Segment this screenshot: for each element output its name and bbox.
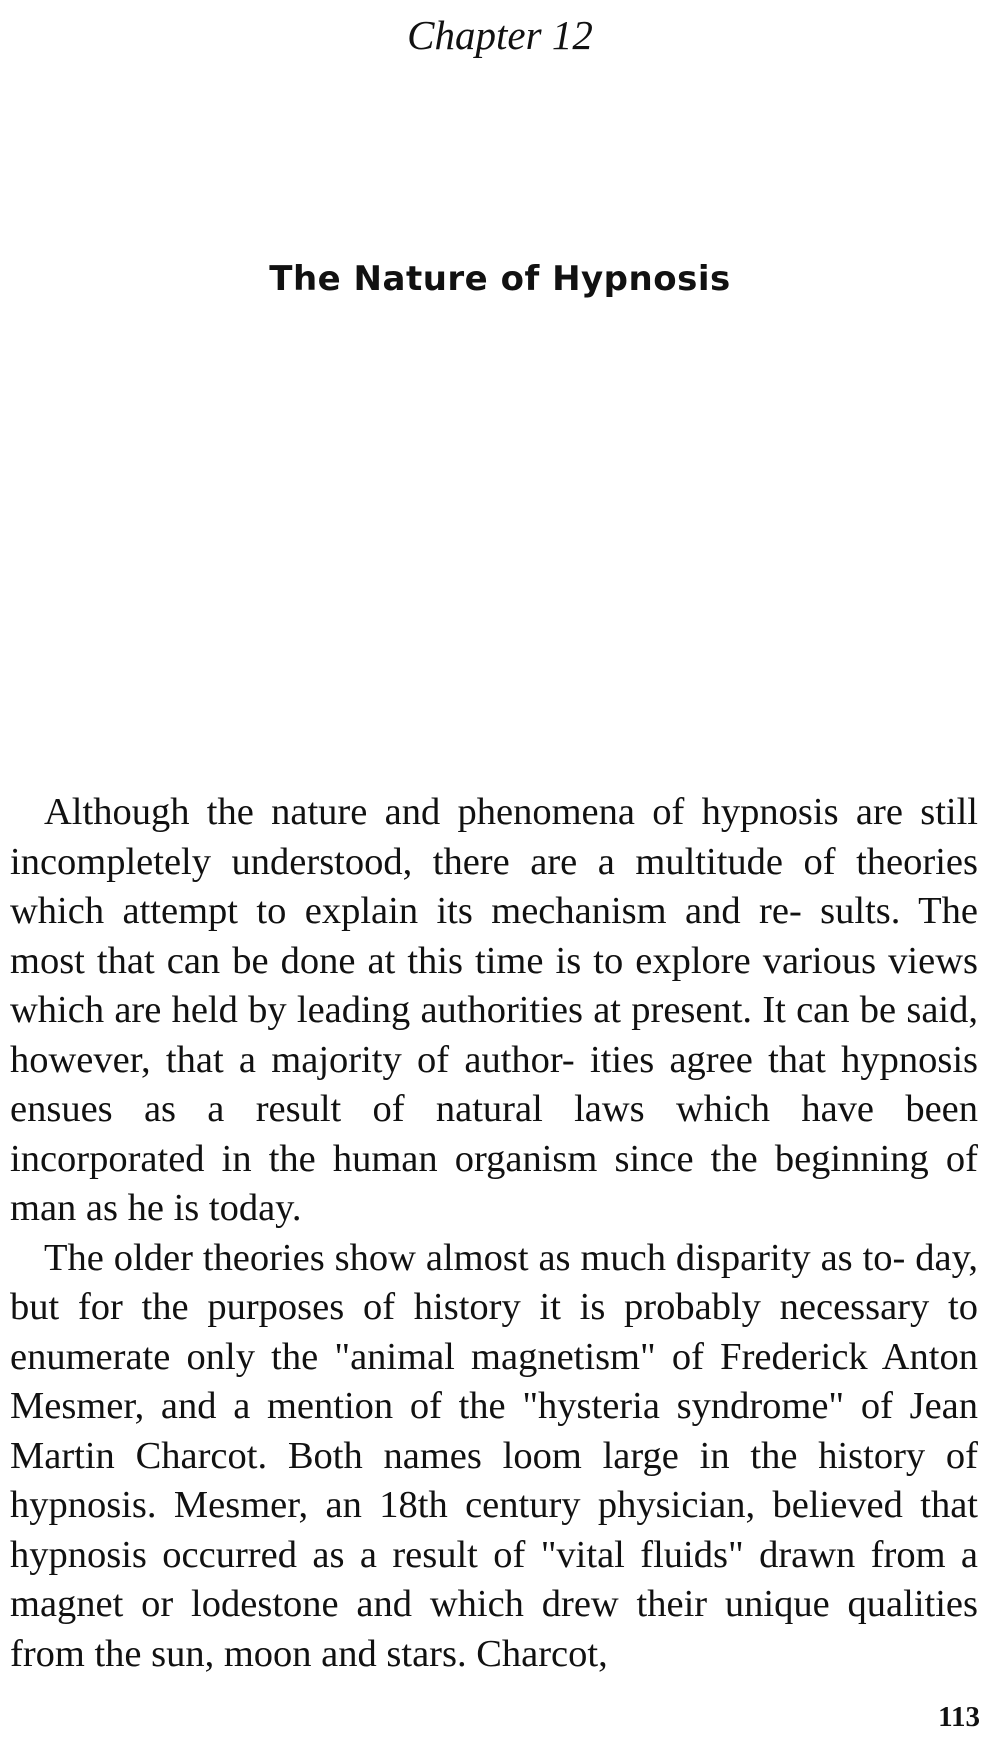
chapter-label: Chapter 12 (407, 12, 593, 58)
paragraph: Although the nature and phenomena of hypnosis are still incompletely understood, there are a multitude of theories which attempt to explain its mechanism and re- sults. The most that can be done at this time is to explore various views which are held by leading authorities at present. It can be said, however, that a majority of author- ities agree that hypnosis ensues as a result of natural laws which have been incorporated in the human organism since the beginning of man as he is today. (10, 791, 978, 1229)
body-text (10, 788, 978, 1679)
page-number: 113 (938, 1701, 980, 1733)
chapter-title: The Nature of Hypnosis (269, 259, 731, 299)
paragraph: The older theories show almost as much disparity as to- day, but for the purposes of history it is probably necessary to enumerate only the "animal magnetism" of Frederick Anton Mesmer, and a mention of the "hysteria syndrome" of Jean Martin Charcot. Both names loom large in the history of hypnosis. Mesmer, an 18th century physician, believed that hypnosis occurred as a result of "vital fluids" drawn from a magnet or lodestone and which drew their unique qualities from the sun, moon and stars. Charcot, (10, 1236, 978, 1675)
